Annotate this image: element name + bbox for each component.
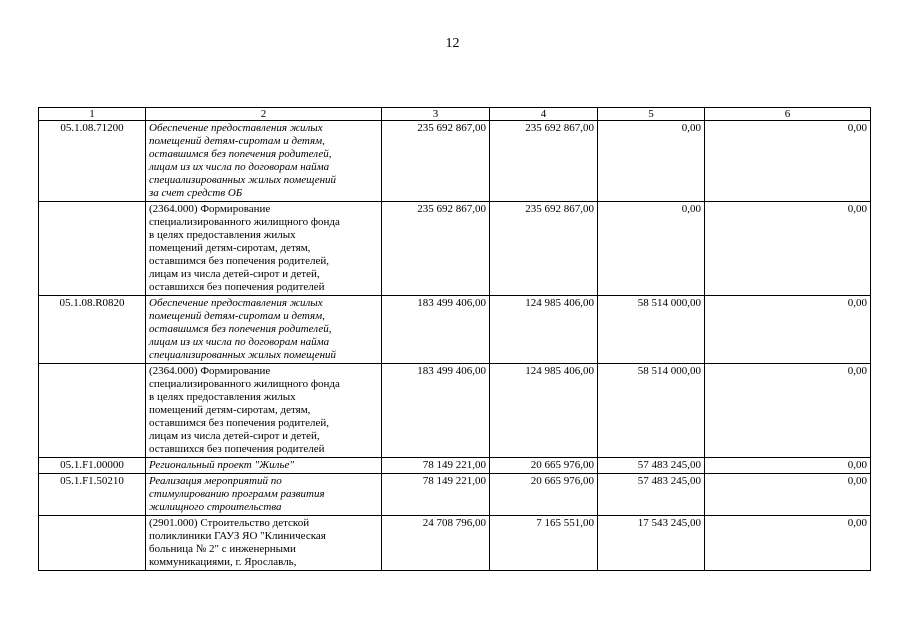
table-row: [39, 474, 871, 516]
row-description-cell: Региональный проект "Жилье": [146, 458, 382, 474]
row-col4-value: 20 665 976,00: [490, 474, 598, 516]
table-row: [39, 202, 871, 296]
row-col6-value: 0,00: [705, 364, 871, 458]
row-code-cell: 05.1.08.71200: [39, 121, 146, 202]
table-body: [39, 121, 871, 571]
row-description-cell: Реализация мероприятий по стимулированию программ развития жилищного строительства: [146, 474, 382, 516]
row-code-cell: 05.1.F1.00000: [39, 458, 146, 474]
column-header-5: 5: [598, 108, 705, 121]
row-col3-value: 183 499 406,00: [382, 296, 490, 364]
row-col5-value: 58 514 000,00: [598, 296, 705, 364]
row-col6-value: 0,00: [705, 296, 871, 364]
budget-table: [38, 107, 871, 571]
page-number: 12: [445, 36, 460, 51]
header-row: [39, 108, 871, 121]
row-description-cell: Обеспечение предоставления жилых помещений детям-сиротам и детям, оставшимся без попечения родителей, лицам из их числа по договорам найма специализированных жилых помещений за счет средств ОБ: [146, 121, 382, 202]
table-row: [39, 516, 871, 571]
row-description-cell: (2364.000) Формирование специализированного жилищного фонда в целях предоставления жилых помещений детям-сиротам, детям, оставшимся без попечения родителей, лицам из числа детей-сирот и детей, оставшихся без попечения родителей: [146, 202, 382, 296]
row-col6-value: 0,00: [705, 202, 871, 296]
row-col4-value: 235 692 867,00: [490, 202, 598, 296]
row-col6-value: 0,00: [705, 516, 871, 571]
column-header-1: 1: [39, 108, 146, 121]
table-row: [39, 296, 871, 364]
row-col6-value: 0,00: [705, 474, 871, 516]
row-code-cell: 05.1.08.R0820: [39, 296, 146, 364]
column-header-4: 4: [490, 108, 598, 121]
row-code-cell: [39, 364, 146, 458]
row-col5-value: 57 483 245,00: [598, 458, 705, 474]
row-description-cell: Обеспечение предоставления жилых помещений детям-сиротам и детям, оставшимся без попечения родителей, лицам из их числа по договорам найма специализированных жилых помещений: [146, 296, 382, 364]
row-code-cell: 05.1.F1.50210: [39, 474, 146, 516]
row-description-cell: (2364.000) Формирование специализированного жилищного фонда в целях предоставления жилых помещений детям-сиротам, детям, оставшимся без попечения родителей, лицам из числа детей-сирот и детей, оставшихся без попечения родителей: [146, 364, 382, 458]
row-col5-value: 58 514 000,00: [598, 364, 705, 458]
row-col3-value: 78 149 221,00: [382, 474, 490, 516]
row-col4-value: 124 985 406,00: [490, 296, 598, 364]
row-col5-value: 0,00: [598, 121, 705, 202]
column-header-2: 2: [146, 108, 382, 121]
row-col4-value: 235 692 867,00: [490, 121, 598, 202]
table-row: [39, 458, 871, 474]
row-col4-value: 124 985 406,00: [490, 364, 598, 458]
column-header-3: 3: [382, 108, 490, 121]
row-col3-value: 235 692 867,00: [382, 121, 490, 202]
row-code-cell: [39, 202, 146, 296]
table-row: [39, 364, 871, 458]
row-col4-value: 7 165 551,00: [490, 516, 598, 571]
row-description-cell: (2901.000) Строительство детской поликлиники ГАУЗ ЯО "Клиническая больница № 2" с инженерными коммуникациями, г. Ярославль,: [146, 516, 382, 571]
row-col6-value: 0,00: [705, 121, 871, 202]
column-header-6: 6: [705, 108, 871, 121]
row-col5-value: 57 483 245,00: [598, 474, 705, 516]
row-col5-value: 17 543 245,00: [598, 516, 705, 571]
row-col6-value: 0,00: [705, 458, 871, 474]
row-col5-value: 0,00: [598, 202, 705, 296]
row-col3-value: 24 708 796,00: [382, 516, 490, 571]
table-row: [39, 121, 871, 202]
row-col3-value: 183 499 406,00: [382, 364, 490, 458]
row-col3-value: 235 692 867,00: [382, 202, 490, 296]
row-code-cell: [39, 516, 146, 571]
row-col4-value: 20 665 976,00: [490, 458, 598, 474]
row-col3-value: 78 149 221,00: [382, 458, 490, 474]
